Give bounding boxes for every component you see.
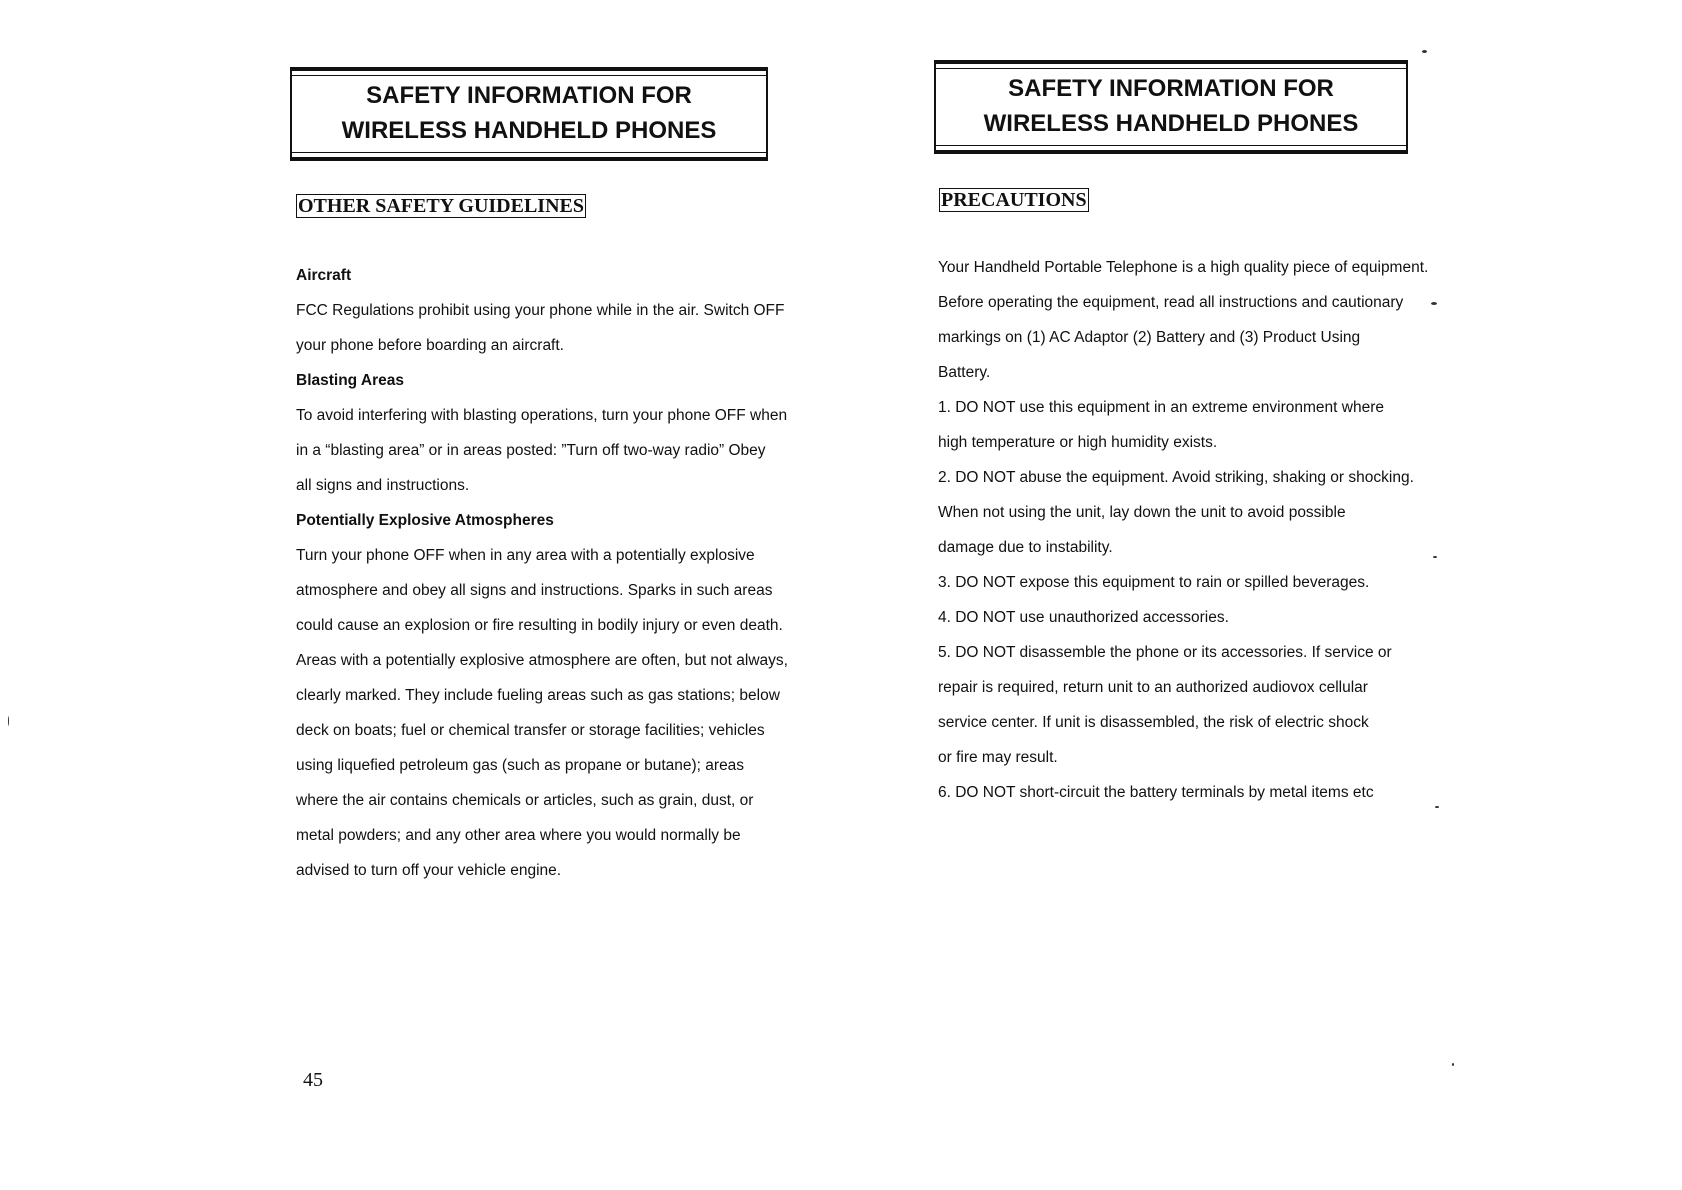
- text-line: Battery.: [938, 364, 991, 381]
- left-page: [290, 0, 810, 1190]
- right-title-line-1: SAFETY INFORMATION FOR: [1008, 75, 1334, 102]
- text-line: Your Handheld Portable Telephone is a high quality piece of equipment.: [938, 259, 1429, 276]
- right-page: [930, 0, 1450, 1190]
- text-line: 1. DO NOT use this equipment in an extreme environment where: [938, 399, 1384, 416]
- left-page-content: [296, 258, 788, 888]
- text-line: could cause an explosion or fire resulting in bodily injury or even death.: [296, 617, 783, 634]
- text-line: atmosphere and obey all signs and instructions. Sparks in such areas: [296, 582, 773, 599]
- page-number: 45: [303, 1069, 323, 1091]
- text-line: in a “blasting area” or in areas posted: ”Turn off two-way radio” Obey: [296, 442, 766, 459]
- text-line: Areas with a potentially explosive atmosphere are often, but not always,: [296, 652, 788, 669]
- subheading-aircraft: Aircraft: [296, 267, 352, 284]
- text-line: high temperature or high humidity exists.: [938, 434, 1218, 451]
- text-line: 6. DO NOT short-circuit the battery terminals by metal items etc: [938, 784, 1374, 801]
- text-line: deck on boats; fuel or chemical transfer or storage facilities; vehicles: [296, 722, 765, 739]
- text-line: advised to turn off your vehicle engine.: [296, 862, 562, 879]
- text-line: 4. DO NOT use unauthorized accessories.: [938, 609, 1229, 626]
- text-line: your phone before boarding an aircraft.: [296, 337, 564, 354]
- scan-speck: [1452, 1063, 1454, 1066]
- text-line: or fire may result.: [938, 749, 1058, 766]
- left-page-title-box: [290, 67, 768, 161]
- left-title-line-2: WIRELESS HANDHELD PHONES: [341, 117, 717, 144]
- right-section-heading: PRECAUTIONS: [941, 189, 1087, 211]
- scan-speck: [1435, 806, 1439, 808]
- text-line: where the air contains chemicals or articles, such as grain, dust, or: [296, 792, 754, 809]
- text-line: repair is required, return unit to an authorized audiovox cellular: [938, 679, 1368, 696]
- scan-speck: [8, 716, 9, 726]
- text-line: using liquefied petroleum gas (such as propane or butane); areas: [296, 757, 745, 774]
- scan-speck: [1422, 50, 1427, 53]
- right-page-title-box: [934, 60, 1408, 154]
- right-page-content: [938, 250, 1428, 810]
- text-line: service center. If unit is disassembled, the risk of electric shock: [938, 714, 1369, 731]
- text-line: Before operating the equipment, read all instructions and cautionary: [938, 294, 1404, 311]
- subheading-explosive-atmospheres: Potentially Explosive Atmospheres: [296, 512, 554, 529]
- text-line: To avoid interfering with blasting operations, turn your phone OFF when: [296, 407, 788, 424]
- text-line: FCC Regulations prohibit using your phone while in the air. Switch OFF: [296, 302, 785, 319]
- left-section-heading: OTHER SAFETY GUIDELINES: [298, 195, 584, 217]
- text-line: 2. DO NOT abuse the equipment. Avoid striking, shaking or shocking.: [938, 469, 1414, 486]
- text-line: damage due to instability.: [938, 539, 1113, 556]
- text-line: clearly marked. They include fueling areas such as gas stations; below: [296, 687, 780, 704]
- subheading-blasting-areas: Blasting Areas: [296, 372, 404, 389]
- left-title-line-1: SAFETY INFORMATION FOR: [366, 82, 692, 109]
- text-line: 5. DO NOT disassemble the phone or its accessories. If service or: [938, 644, 1392, 661]
- text-line: markings on (1) AC Adaptor (2) Battery and (3) Product Using: [938, 329, 1361, 346]
- scan-speck: [1433, 556, 1437, 558]
- text-line: When not using the unit, lay down the unit to avoid possible: [938, 504, 1346, 521]
- text-line: metal powders; and any other area where you would normally be: [296, 827, 741, 844]
- text-line: Turn your phone OFF when in any area with a potentially explosive: [296, 547, 755, 564]
- text-line: 3. DO NOT expose this equipment to rain or spilled beverages.: [938, 574, 1370, 591]
- scan-speck: [1431, 302, 1437, 305]
- right-title-line-2: WIRELESS HANDHELD PHONES: [983, 110, 1359, 137]
- text-line: all signs and instructions.: [296, 477, 470, 494]
